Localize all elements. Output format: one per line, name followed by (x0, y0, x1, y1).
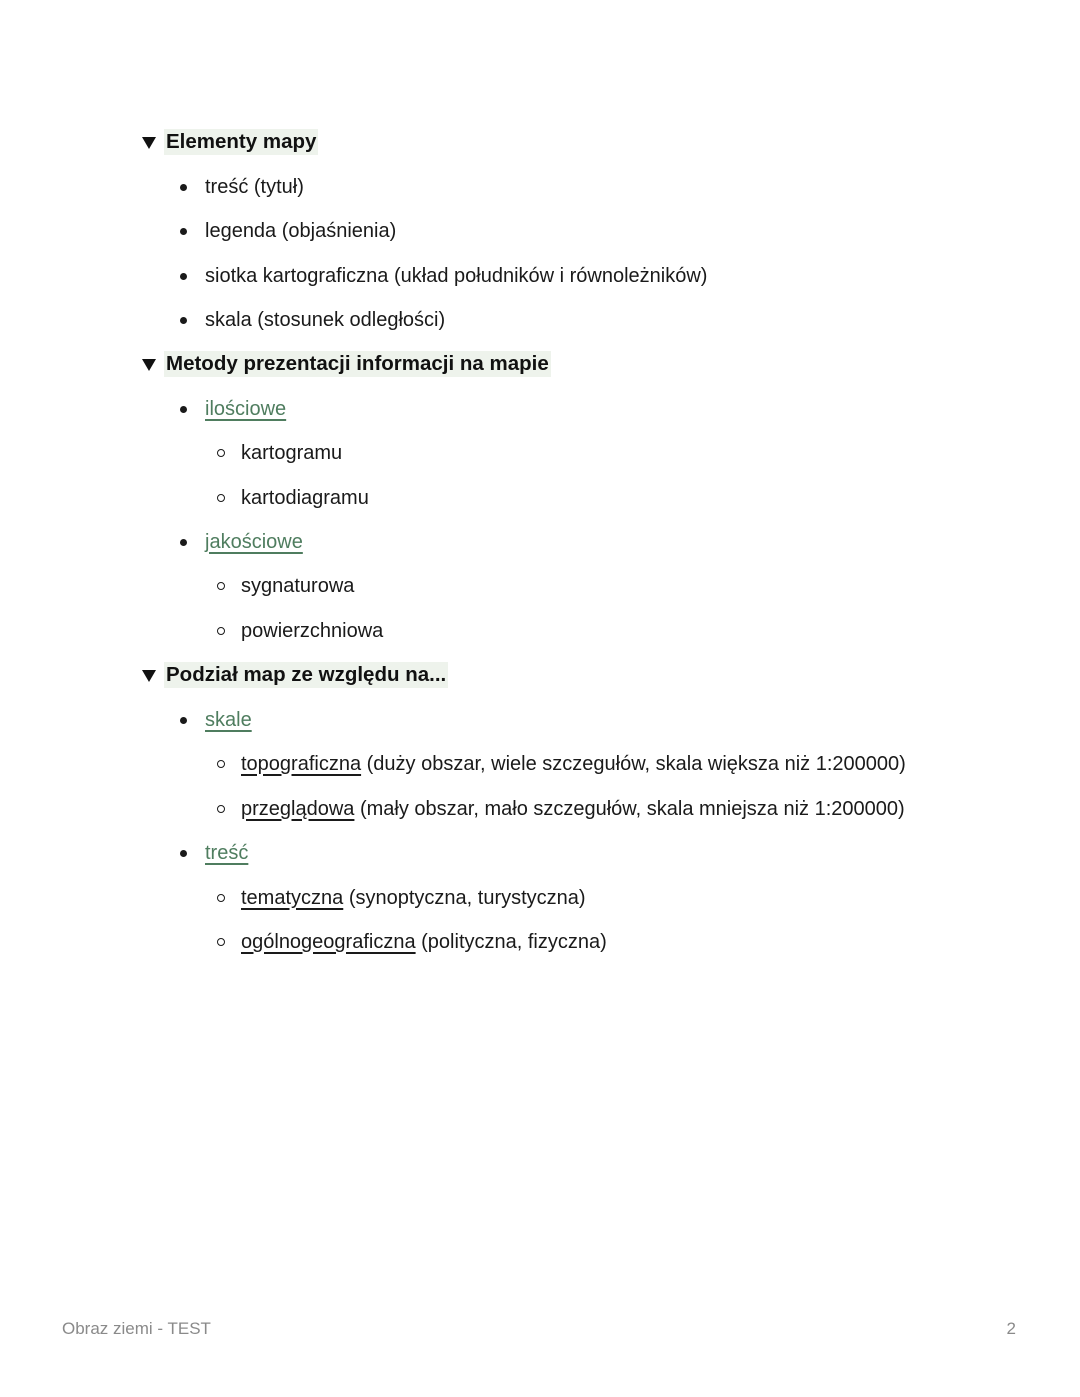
sub-list-item (216, 571, 354, 601)
heading-text: Podział map ze względu na... (166, 663, 447, 686)
link-ilosciowe[interactable]: ilościowe (205, 397, 287, 420)
sub-list-item (216, 616, 383, 646)
term-description: (synoptyczna, turystyczna) (343, 886, 586, 909)
sub-list-item (216, 749, 906, 779)
triangle-down-icon[interactable] (142, 670, 156, 682)
footer-title: Obraz ziemi - TEST (62, 1319, 211, 1338)
sub-list-item-text: kartogramu (241, 441, 343, 464)
circle-bullet-icon (217, 894, 225, 902)
circle-bullet-icon (217, 627, 225, 635)
toggle-heading-elementy-mapy[interactable] (142, 127, 318, 157)
list-item-text: legenda (objaśnienia) (205, 219, 397, 242)
bullet-icon (180, 273, 187, 280)
toggle-heading-metody-prezentacji[interactable] (142, 349, 551, 379)
term-tematyczna: tematyczna (241, 886, 344, 909)
bullet-icon (180, 850, 187, 857)
circle-bullet-icon (217, 494, 225, 502)
sub-list-item (216, 438, 342, 468)
circle-bullet-icon (217, 582, 225, 590)
list-item-text: siotka kartograficzna (układ południków i równoleżników) (205, 264, 708, 287)
bullet-icon (180, 717, 187, 724)
sub-list-item-text: powierzchniowa (241, 619, 384, 642)
list-item-text: skala (stosunek odległości) (205, 308, 446, 331)
bullet-icon (180, 406, 187, 413)
list-item (178, 394, 286, 424)
list-item (178, 305, 445, 335)
circle-bullet-icon (217, 938, 225, 946)
term-ogolnogeograficzna: ogólnogeograficzna (241, 930, 416, 953)
link-skale[interactable]: skale (205, 708, 252, 731)
sub-list-item-text: sygnaturowa (241, 574, 355, 597)
sub-list-item (216, 883, 586, 913)
sub-list-item-text: kartodiagramu (241, 486, 369, 509)
list-item (178, 838, 248, 868)
bullet-icon (180, 228, 187, 235)
sub-list-item (216, 927, 607, 957)
circle-bullet-icon (217, 760, 225, 768)
link-tresc[interactable]: treść (205, 841, 249, 864)
link-jakosciowe[interactable]: jakościowe (205, 530, 303, 553)
term-przegladowa: przeglądowa (241, 797, 355, 820)
bullet-icon (180, 317, 187, 324)
list-item (178, 705, 252, 735)
page-number: 2 (1006, 1319, 1016, 1338)
sub-list-item (216, 483, 369, 513)
list-item (178, 172, 304, 202)
list-item (178, 261, 707, 291)
term-description: (mały obszar, mało szczegułów, skala mniejsza niż 1:200000) (354, 797, 905, 820)
term-description: (duży obszar, wiele szczegułów, skala większa niż 1:200000) (361, 752, 906, 775)
heading-text: Metody prezentacji informacji na mapie (166, 352, 549, 375)
heading-text: Elementy mapy (166, 130, 317, 153)
term-description: (polityczna, fizyczna) (415, 930, 607, 953)
term-topograficzna: topograficzna (241, 752, 362, 775)
bullet-icon (180, 184, 187, 191)
sub-list-item (216, 794, 905, 824)
circle-bullet-icon (217, 449, 225, 457)
list-item (178, 527, 303, 557)
list-item-text: treść (tytuł) (205, 175, 304, 198)
bullet-icon (180, 539, 187, 546)
list-item (178, 216, 396, 246)
toggle-heading-podzial-map[interactable] (142, 660, 448, 690)
triangle-down-icon[interactable] (142, 359, 156, 371)
triangle-down-icon[interactable] (142, 137, 156, 149)
circle-bullet-icon (217, 805, 225, 813)
